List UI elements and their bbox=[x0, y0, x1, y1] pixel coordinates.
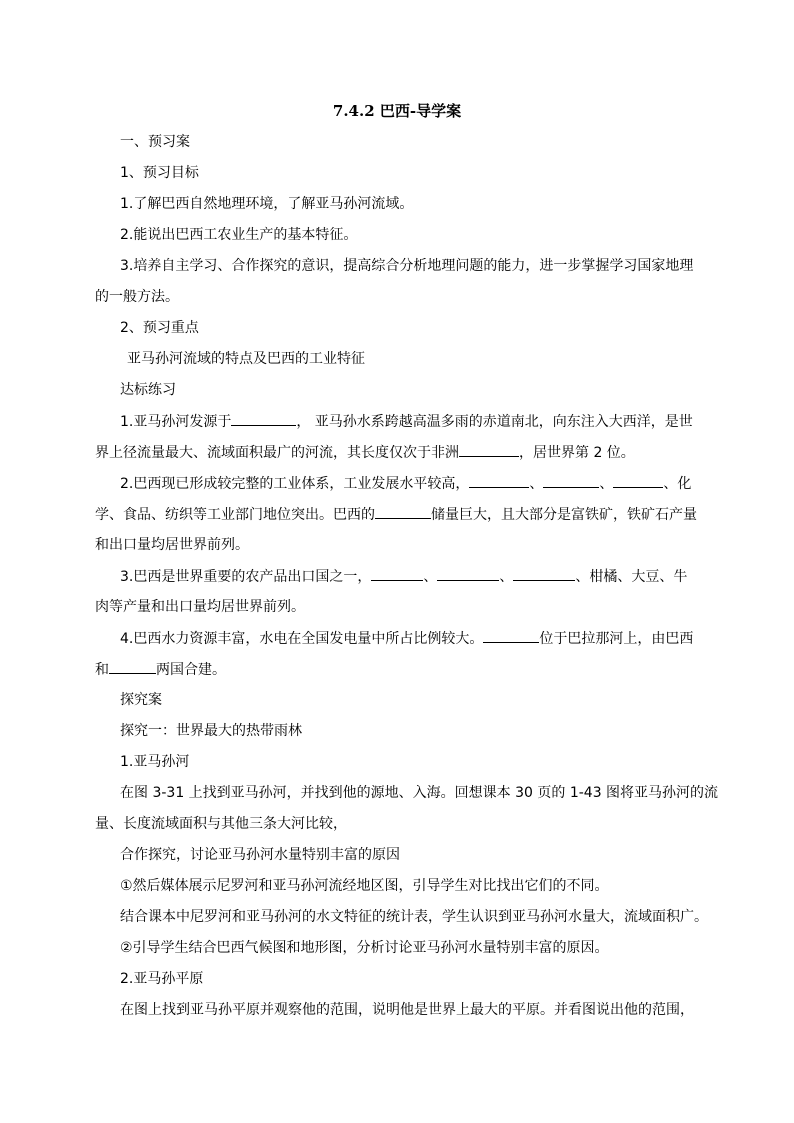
question-text: 、柑橘、大豆、牛 bbox=[575, 569, 688, 585]
page-title: 7.4.2 巴西-导学案 bbox=[332, 102, 462, 120]
question-3-line-1 bbox=[120, 565, 740, 588]
answer-blank[interactable] bbox=[613, 472, 663, 488]
question-1-line-1 bbox=[120, 410, 740, 433]
answer-blank[interactable] bbox=[437, 565, 499, 581]
section-heading-preview: 一、预习案 bbox=[120, 134, 190, 150]
question-3-line-2: 肉等产量和出口量均居世界前列。 bbox=[95, 599, 305, 615]
key-heading: 2、预习重点 bbox=[120, 320, 199, 336]
question-4-line-1 bbox=[120, 627, 740, 650]
paragraph-river-line-1: 在图 3-31 上找到亚马孙河，并找到他的源地、入海。回想课本 30 页的 1-43 图将亚马孙河的流 bbox=[120, 785, 719, 801]
cooperation-step-1: ①然后媒体展示尼罗河和亚马孙河流经地区图，引导学生对比找出它们的不同。 bbox=[120, 878, 609, 894]
key-text: 亚马孙河流域的特点及巴西的工业特征 bbox=[127, 351, 365, 367]
answer-blank[interactable] bbox=[371, 565, 423, 581]
practice-heading: 达标练习 bbox=[120, 382, 176, 398]
answer-blank[interactable] bbox=[231, 410, 296, 426]
question-text: 1.亚马孙河发源于 bbox=[120, 414, 232, 430]
separator: 、 bbox=[423, 569, 438, 585]
question-text: 2.巴西现已形成较完整的工业体系，工业发展水平较高， bbox=[120, 476, 470, 492]
question-text: ，居世界第 2 位。 bbox=[519, 445, 635, 461]
goals-heading: 1、预习目标 bbox=[120, 165, 199, 181]
cooperation-step-2: ②引导学生结合巴西气候图和地形图，分析讨论亚马孙河水量特别丰富的原因。 bbox=[120, 940, 609, 956]
question-1-line-2 bbox=[95, 441, 715, 464]
cooperation-note: 结合课本中尼罗河和亚马孙河的水文特征的统计表，学生认识到亚马孙河水量大，流域面积广。 bbox=[120, 909, 708, 925]
answer-blank[interactable] bbox=[483, 627, 539, 643]
question-text: 和 bbox=[95, 662, 109, 678]
answer-blank[interactable] bbox=[543, 472, 599, 488]
question-text: 位于巴拉那河上，由巴西 bbox=[539, 631, 694, 647]
separator: 、 bbox=[529, 476, 544, 492]
question-text: 、化 bbox=[663, 476, 692, 492]
separator: 、 bbox=[599, 476, 614, 492]
goal-2: 2.能说出巴西工农业生产的基本特征。 bbox=[120, 227, 358, 243]
answer-blank[interactable] bbox=[109, 658, 156, 674]
question-2-line-1 bbox=[120, 472, 740, 495]
answer-blank[interactable] bbox=[469, 472, 529, 488]
question-4-line-2 bbox=[95, 658, 715, 681]
question-text: 4.巴西水力资源丰富，水电在全国发电量中所占比例较大。 bbox=[120, 631, 484, 647]
explore-topic-1: 探究一：世界最大的热带雨林 bbox=[120, 723, 302, 739]
answer-blank[interactable] bbox=[459, 441, 519, 457]
question-text: 储量巨大，且大部分是富铁矿，铁矿石产量 bbox=[431, 507, 697, 523]
question-2-line-3: 和出口量均居世界前列。 bbox=[95, 537, 249, 553]
goal-3-line-1: 3.培养自主学习、合作探究的意识，提高综合分析地理问题的能力，进一步掌握学习国家地理 bbox=[120, 258, 694, 274]
goal-3-line-2: 的一般方法。 bbox=[95, 289, 179, 305]
subtopic-amazon-plain: 2.亚马孙平原 bbox=[120, 971, 204, 987]
subtopic-amazon-river: 1.亚马孙河 bbox=[120, 754, 190, 770]
goal-1: 1.了解巴西自然地理环境，了解亚马孙河流域。 bbox=[120, 196, 414, 212]
question-text: 界上径流量最大、流域面积最广的河流，其长度仅次于非洲 bbox=[95, 445, 459, 461]
paragraph-plain: 在图上找到亚马孙平原并观察他的范围，说明他是世界上最大的平原。并看图说出他的范围， bbox=[120, 1002, 694, 1018]
question-text: 学、食品、纺织等工业部门地位突出。巴西的 bbox=[95, 507, 375, 523]
answer-blank[interactable] bbox=[375, 503, 431, 519]
question-text: 3.巴西是世界重要的农产品出口国之一， bbox=[120, 569, 372, 585]
separator: 、 bbox=[499, 569, 514, 585]
cooperation-heading: 合作探究，讨论亚马孙河水量特别丰富的原因 bbox=[120, 847, 400, 863]
question-2-line-2 bbox=[95, 503, 715, 526]
paragraph-river-line-2: 量、长度流域面积与其他三条大河比较， bbox=[95, 816, 347, 832]
question-text: 两国合建。 bbox=[156, 662, 226, 678]
question-text: ， 亚马孙水系跨越高温多雨的赤道南北，向东注入大西洋，是世 bbox=[296, 414, 693, 430]
section-heading-explore: 探究案 bbox=[120, 692, 162, 708]
answer-blank[interactable] bbox=[513, 565, 575, 581]
